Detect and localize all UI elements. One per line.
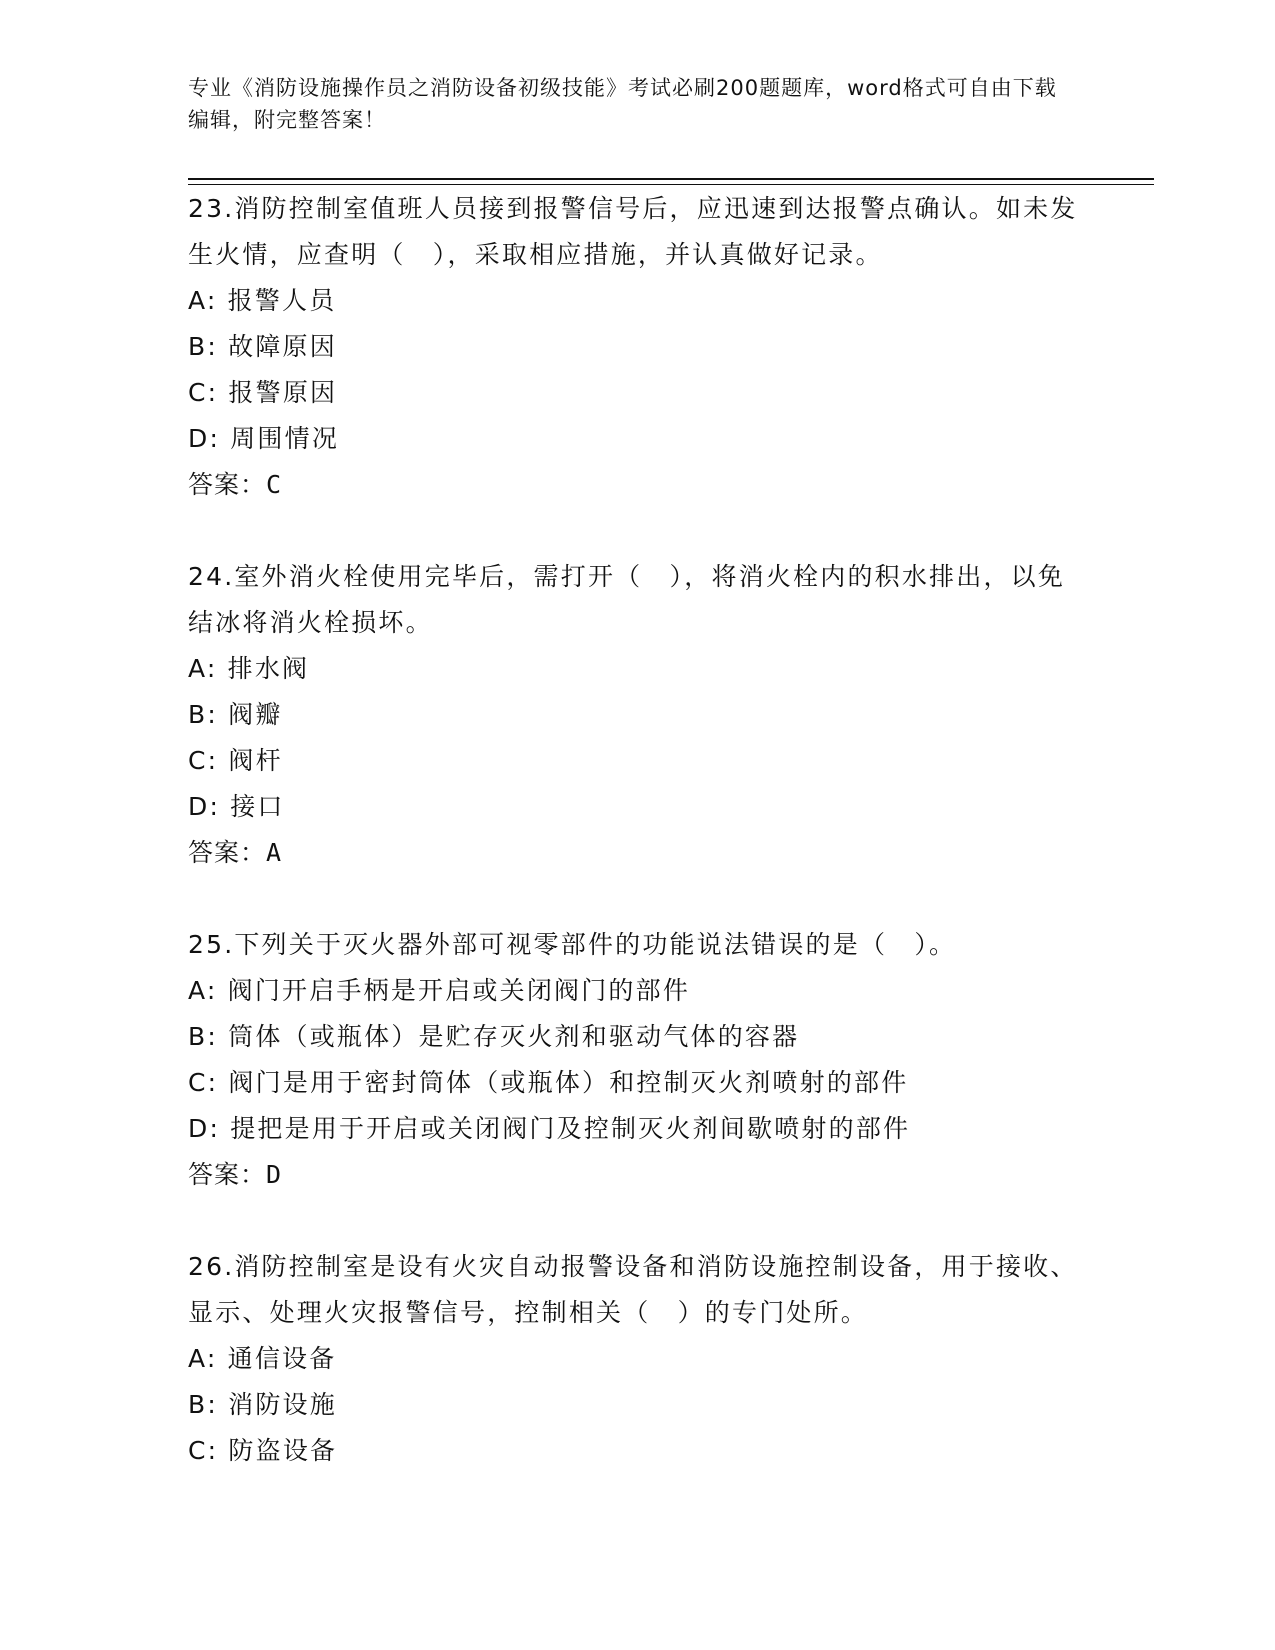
question-25: [188, 922, 1088, 1198]
answer-value: A: [266, 838, 283, 867]
option-b: B: 消防设施: [188, 1390, 337, 1419]
header-divider-thick: [188, 178, 1154, 180]
option-c: C: 阀门是用于密封筒体（或瓶体）和控制灭火剂喷射的部件: [188, 1068, 909, 1097]
option-b: B: 筒体（或瓶体）是贮存灭火剂和驱动气体的容器: [188, 1022, 800, 1051]
option-a: A: 报警人员: [188, 286, 337, 315]
option-a: A: 通信设备: [188, 1344, 337, 1373]
question-24: [188, 554, 1088, 876]
question-stem: 25.下列关于灭火器外部可视零部件的功能说法错误的是（ ）。: [188, 930, 957, 959]
option-b: B: 故障原因: [188, 332, 337, 361]
question-list: [188, 186, 1088, 1520]
option-c: C: 报警原因: [188, 378, 338, 407]
header-divider-thin: [188, 184, 1154, 185]
option-c: C: 防盗设备: [188, 1436, 338, 1465]
option-b: B: 阀瓣: [188, 700, 283, 729]
option-d: D: 周围情况: [188, 424, 340, 453]
answer-label: 答案：: [188, 470, 267, 499]
answer-line: [188, 830, 1088, 876]
question-26: [188, 1244, 1088, 1474]
answer-value: C: [266, 470, 283, 499]
option-d: D: 接口: [188, 792, 285, 821]
answer-label: 答案：: [188, 1160, 267, 1189]
question-stem: 23.消防控制室值班人员接到报警信号后，应迅速到达报警点确认。如未发生火情，应查明（ ），采取相应措施，并认真做好记录。: [188, 194, 1078, 269]
option-a: A: 阀门开启手柄是开启或关闭阀门的部件: [188, 976, 691, 1005]
answer-value: D: [266, 1160, 283, 1189]
answer-label: 答案：: [188, 838, 267, 867]
question-23: [188, 186, 1088, 508]
question-stem: 24.室外消火栓使用完毕后，需打开（ ），将消火栓内的积水排出，以免结冰将消火栓损坏。: [188, 562, 1066, 637]
answer-line: [188, 462, 1088, 508]
option-c: C: 阀杆: [188, 746, 283, 775]
document-header: 专业《消防设施操作员之消防设备初级技能》考试必刷200题题库，word格式可自由下载编辑，附完整答案！: [188, 76, 1057, 132]
option-a: A: 排水阀: [188, 654, 310, 683]
option-d: D: 提把是用于开启或关闭阀门及控制灭火剂间歇喷射的部件: [188, 1114, 911, 1143]
question-stem: 26.消防控制室是设有火灾自动报警设备和消防设施控制设备，用于接收、显示、处理火灾报警信号，控制相关（ ）的专门处所。: [188, 1252, 1078, 1327]
answer-line: [188, 1152, 1088, 1198]
